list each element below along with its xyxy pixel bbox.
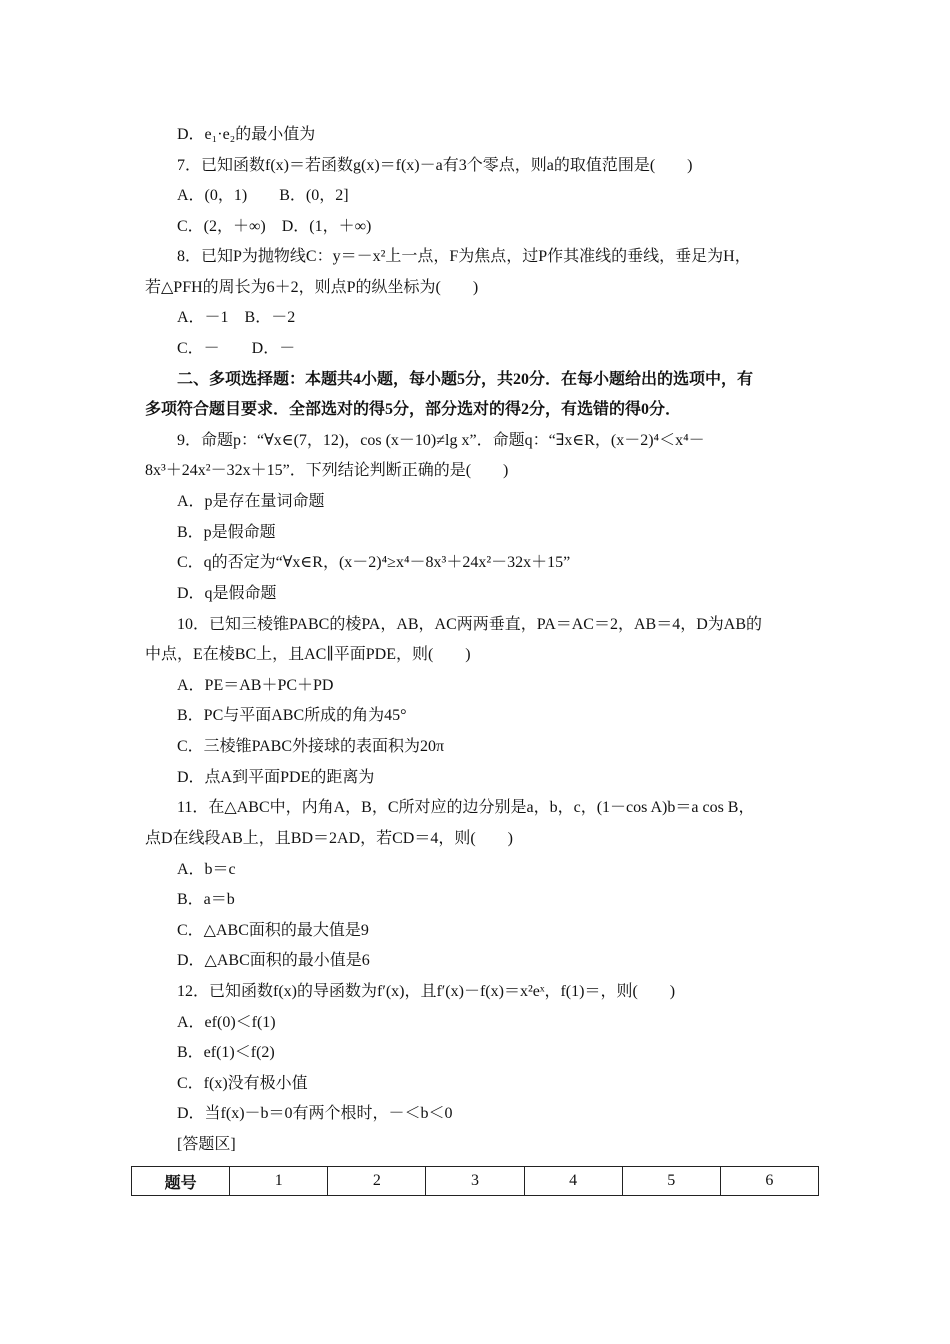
option-9c: C．q的否定为“∀x∈R，(x－2)⁴≥x⁴－8x³＋24x²－32x＋15” [177,554,571,571]
answer-area-label: [答题区] [177,1136,236,1153]
question-10-line1: 10．已知三棱锥PABC的棱PA，AB，AC两两垂直，PA＝AC＝2，AB＝4，D为AB的 [177,616,762,633]
option-10c: C．三棱锥PABC外接球的表面积为20π [177,738,445,755]
option-11d: D．△ABC面积的最小值是6 [177,952,370,969]
option-8ab: A．－1 B．－2 [177,309,296,326]
option-9d: D．q是假命题 [177,585,277,602]
option-7cd: C．(2，＋∞) D．(1，＋∞) [177,218,372,235]
option-12a: A．ef(0)＜f(1) [177,1014,276,1031]
question-7: 7．已知函数f(x)＝若函数g(x)＝f(x)－a有3个零点，则a的取值范围是( ) [177,157,693,174]
question-11-line2: 点D在线段AB上，且BD＝2AD，若CD＝4，则( ) [145,830,514,847]
question-8-line2: 若△PFH的周长为6＋2，则点P的纵坐标为( ) [145,279,479,296]
option-6d: D．e₁·e₂的最小值为 [177,126,316,143]
option-11c: C．△ABC面积的最大值是9 [177,922,369,939]
option-12b: B．ef(1)＜f(2) [177,1044,275,1061]
option-9a: A．p是存在量词命题 [177,493,325,510]
question-9-line1: 9．命题p：“∀x∈(7，12)，cos (x－10)≠lg x”．命题q：“∃x∈R，(x－2)⁴＜x⁴－ [177,432,705,449]
question-9-line2: 8x³＋24x²－32x＋15”．下列结论判断正确的是( ) [145,462,509,479]
option-10b: B．PC与平面ABC所成的角为45° [177,707,407,724]
question-12: 12．已知函数f(x)的导函数为f′(x)，且f′(x)－f(x)＝x²eˣ，f(1)＝，则( ) [177,983,676,1000]
option-11b: B．a＝b [177,891,235,908]
option-10a: A．PE＝AB＋PC＋PD [177,677,334,694]
answer-table [131,1166,819,1196]
table-row [132,1167,819,1196]
option-7ab: A．(0，1) B．(0，2] [177,187,349,204]
option-8cd: C．－ D．－ [177,340,296,357]
option-12c: C．f(x)没有极小值 [177,1075,308,1092]
table-cell: 1 [230,1167,328,1196]
table-cell: 2 [328,1167,426,1196]
table-cell: 4 [524,1167,622,1196]
table-header-cell: 题号 [132,1167,230,1196]
option-11a: A．b＝c [177,861,236,878]
option-12d: D．当f(x)－b＝0有两个根时，－＜b＜0 [177,1105,453,1122]
table-cell: 5 [622,1167,720,1196]
table-cell: 3 [426,1167,524,1196]
question-10-line2: 中点，E在棱BC上，且AC∥平面PDE，则( ) [145,646,471,663]
section-2-heading-line1: 二、多项选择题：本题共4小题，每小题5分，共20分．在每小题给出的选项中，有 [177,371,754,388]
question-11-line1: 11．在△ABC中，内角A，B，C所对应的边分别是a，b，c，(1－cos A)b＝a cos B， [177,799,755,816]
option-9b: B．p是假命题 [177,524,276,541]
option-10d: D．点A到平面PDE的距离为 [177,769,375,786]
section-2-heading-line2: 多项符合题目要求．全部选对的得5分，部分选对的得2分，有选错的得0分． [145,401,682,418]
question-8-line1: 8．已知P为抛物线C：y＝－x²上一点，F为焦点，过P作其准线的垂线，垂足为H， [177,248,751,265]
table-cell: 6 [720,1167,818,1196]
